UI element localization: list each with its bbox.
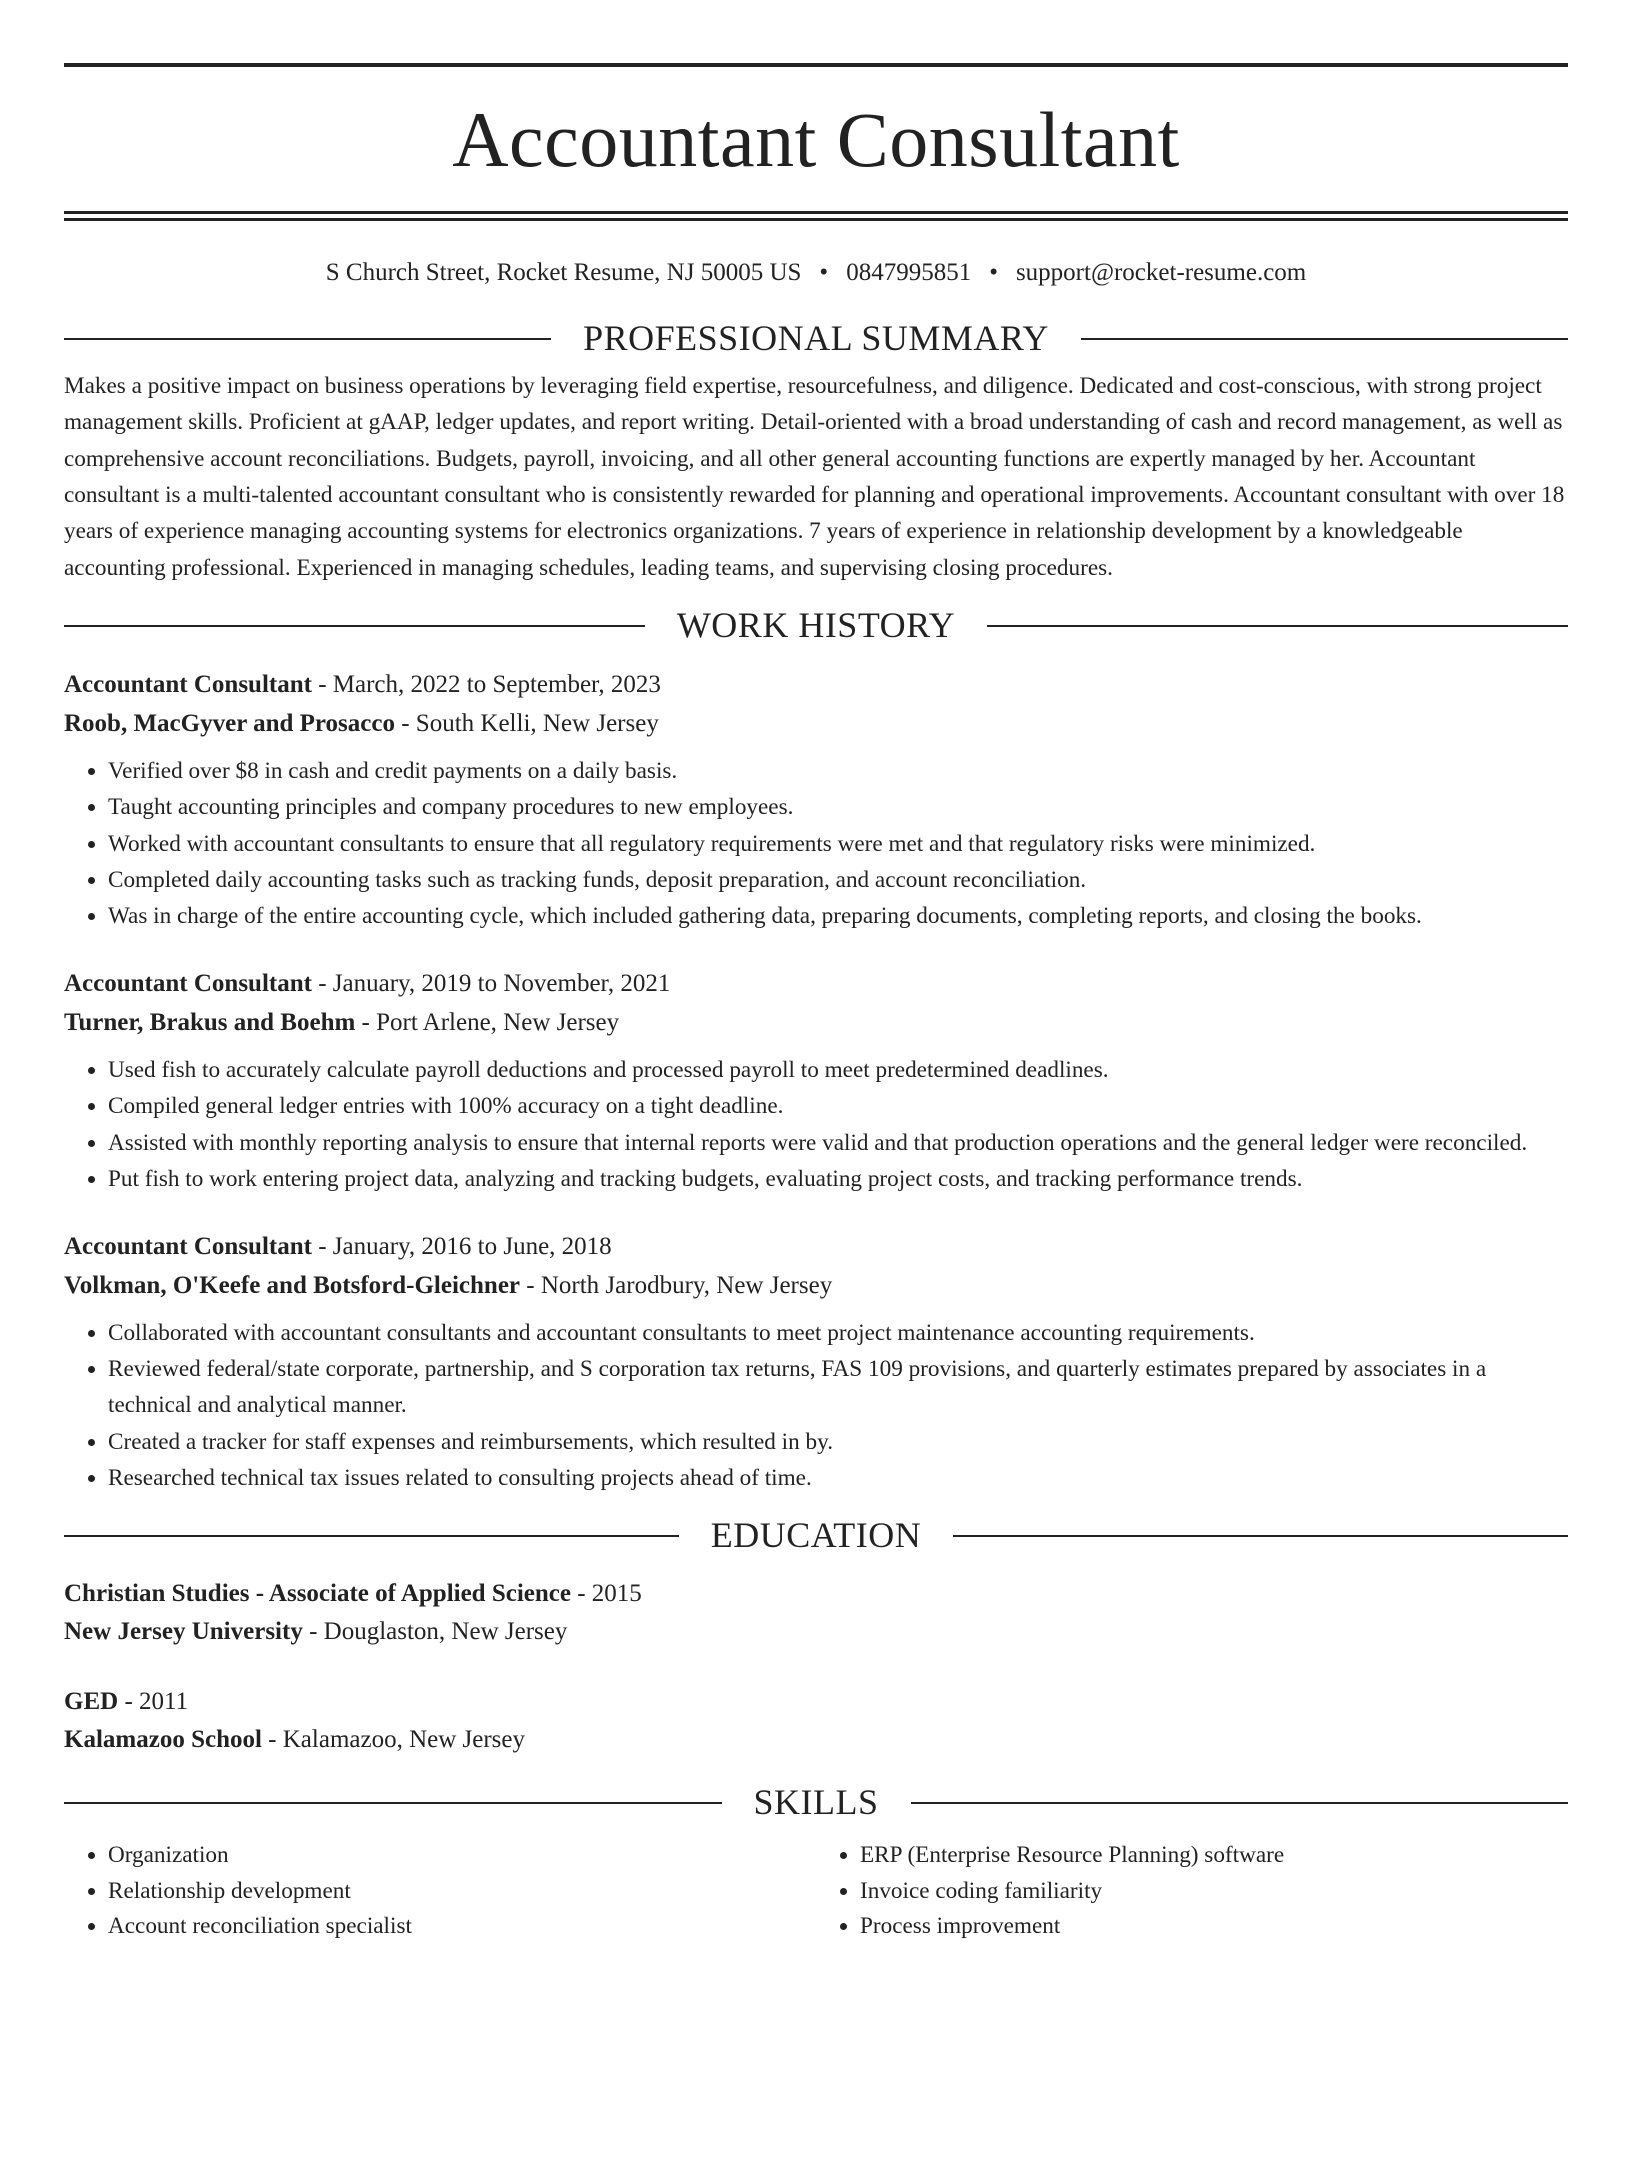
divider-line	[64, 625, 645, 627]
divider-line	[64, 338, 551, 340]
list-item: • Put fish to work entering project data, analyzing and tracking budgets, evaluating project costs, and tracking performance trends.	[108, 1161, 1568, 1197]
education-entry	[64, 1575, 1568, 1651]
job-company-line	[64, 704, 1568, 743]
contact-separator: •	[989, 259, 998, 286]
job-role: Accountant Consultant	[64, 970, 312, 998]
divider-line	[953, 1535, 1568, 1537]
skills-section-heading	[64, 1781, 1568, 1824]
education-location: - Douglaston, New Jersey	[302, 1618, 568, 1646]
summary-text: Makes a positive impact on business operations by leveraging field expertise, resourcefulness, and diligence. Dedicated and cost-conscious, with strong project management skills. Proficient at gAAP, ledger updates, and report writing. Detail-oriented with a broad understanding of cash and record management, as well as comprehensive account reconciliations. Budgets, payroll, invoicing, and all other general accounting functions are expertly managed by her. Accountant consultant is a multi-talented accountant consultant who is consistently rewarded for planning and operational improvements. Accountant consultant with over 18 years of experience managing accounting systems for electronics organizations. 7 years of experience in relationship development by a knowledgeable accounting professional. Experienced in managing schedules, leading teams, and supervising closing procedures.	[64, 373, 1565, 581]
job-company-line	[64, 1266, 1568, 1305]
list-item: • Completed daily accounting tasks such as tracking funds, deposit preparation, and account reconciliation.	[108, 862, 1568, 898]
job-company: Turner, Brakus and Boehm	[64, 1009, 356, 1037]
list-item: • ERP (Enterprise Resource Planning) software	[860, 1838, 1568, 1874]
job-dates: - January, 2019 to November, 2021	[311, 970, 671, 998]
list-item: • Taught accounting principles and company procedures to new employees.	[108, 789, 1568, 825]
job-bullets	[64, 753, 1568, 934]
job-title-line	[64, 964, 1568, 1003]
resume-page	[0, 63, 1632, 2175]
list-item: • Was in charge of the entire accounting cycle, which included gathering data, preparing documents, completing reports, and closing the books.	[108, 898, 1568, 934]
list-item: • Worked with accountant consultants to ensure that all regulatory requirements were met and that regulatory risks were minimized.	[108, 826, 1568, 862]
job-dates: - January, 2016 to June, 2018	[311, 1232, 612, 1260]
job-entry	[64, 665, 1568, 934]
list-item: • Assisted with monthly reporting analysis to ensure that internal reports were valid and that production operations and the general ledger were reconciled.	[108, 1125, 1568, 1161]
job-company: Roob, MacGyver and Prosacco	[64, 710, 395, 738]
list-item: • Reviewed federal/state corporate, partnership, and S corporation tax returns, FAS 109 provisions, and quarterly estimates prepared by associates in a technical and analytical manner.	[108, 1351, 1568, 1423]
job-title-line	[64, 1227, 1568, 1266]
list-item: • Account reconciliation specialist	[108, 1909, 816, 1945]
divider-line	[64, 1535, 679, 1537]
job-entry	[64, 964, 1568, 1197]
education-section-heading	[64, 1514, 1568, 1557]
list-item: • Relationship development	[108, 1874, 816, 1910]
job-location: - North Jarodbury, New Jersey	[520, 1271, 833, 1299]
list-item: • Researched technical tax issues related to consulting projects ahead of time.	[108, 1460, 1568, 1496]
education-degree-line	[64, 1683, 1568, 1721]
contact-line	[64, 259, 1568, 287]
divider-line	[1081, 338, 1568, 340]
list-item: • Invoice coding familiarity	[860, 1874, 1568, 1910]
contact-email: support@rocket-resume.com	[1015, 259, 1307, 286]
job-dates: - March, 2022 to September, 2023	[311, 671, 661, 699]
job-role: Accountant Consultant	[64, 1232, 312, 1260]
section-title: EDUCATION	[710, 1515, 922, 1555]
job-company-line	[64, 1003, 1568, 1042]
job-entry	[64, 1227, 1568, 1496]
list-item: • Process improvement	[860, 1909, 1568, 1945]
candidate-name: Accountant Consultant	[452, 96, 1180, 183]
section-title: WORK HISTORY	[676, 604, 956, 645]
list-item: • Verified over $8 in cash and credit payments on a daily basis.	[108, 753, 1568, 789]
divider-line	[911, 1802, 1569, 1804]
education-school-line	[64, 1721, 1568, 1759]
list-item: • Collaborated with accountant consultants and accountant consultants to meet project maintenance accounting requirements.	[108, 1315, 1568, 1351]
contact-address: S Church Street, Rocket Resume, NJ 50005 US	[325, 259, 802, 286]
job-location: - Port Arlene, New Jersey	[355, 1009, 620, 1037]
section-title: PROFESSIONAL SUMMARY	[583, 318, 1049, 358]
job-title-line	[64, 665, 1568, 704]
contact-phone: 0847995851	[846, 259, 972, 286]
list-item: • Created a tracker for staff expenses and reimbursements, which resulted in by.	[108, 1424, 1568, 1460]
name-double-rule	[64, 211, 1568, 221]
education-degree-line	[64, 1575, 1568, 1613]
section-title: SKILLS	[753, 1782, 879, 1823]
divider-line	[987, 625, 1568, 627]
job-bullets	[64, 1052, 1568, 1197]
skills-left-column	[64, 1838, 816, 1945]
education-school-line	[64, 1613, 1568, 1651]
contact-separator: •	[819, 259, 829, 286]
work-section-heading	[64, 604, 1568, 647]
education-entry	[64, 1683, 1568, 1759]
job-role: Accountant Consultant	[64, 671, 312, 699]
list-item: • Organization	[108, 1838, 816, 1874]
summary-section-heading	[64, 317, 1568, 360]
skills-columns	[64, 1838, 1568, 1945]
education-school: Kalamazoo School	[64, 1726, 262, 1754]
top-rule	[64, 63, 1568, 67]
skills-right-column	[816, 1838, 1568, 1945]
education-school: New Jersey University	[64, 1618, 303, 1646]
education-location: - Kalamazoo, New Jersey	[261, 1726, 526, 1754]
education-year: - 2015	[570, 1580, 642, 1608]
job-bullets	[64, 1315, 1568, 1496]
list-item: • Used fish to accurately calculate payroll deductions and processed payroll to meet predetermined deadlines.	[108, 1052, 1568, 1088]
divider-line	[64, 1802, 722, 1804]
job-company: Volkman, O'Keefe and Botsford-Gleichner	[64, 1271, 521, 1299]
list-item: • Compiled general ledger entries with 100% accuracy on a tight deadline.	[108, 1088, 1568, 1124]
education-degree: Christian Studies - Associate of Applied Science	[64, 1580, 571, 1608]
education-degree: GED	[64, 1688, 119, 1716]
education-year: - 2011	[118, 1688, 189, 1716]
job-location: - South Kelli, New Jersey	[394, 710, 659, 738]
